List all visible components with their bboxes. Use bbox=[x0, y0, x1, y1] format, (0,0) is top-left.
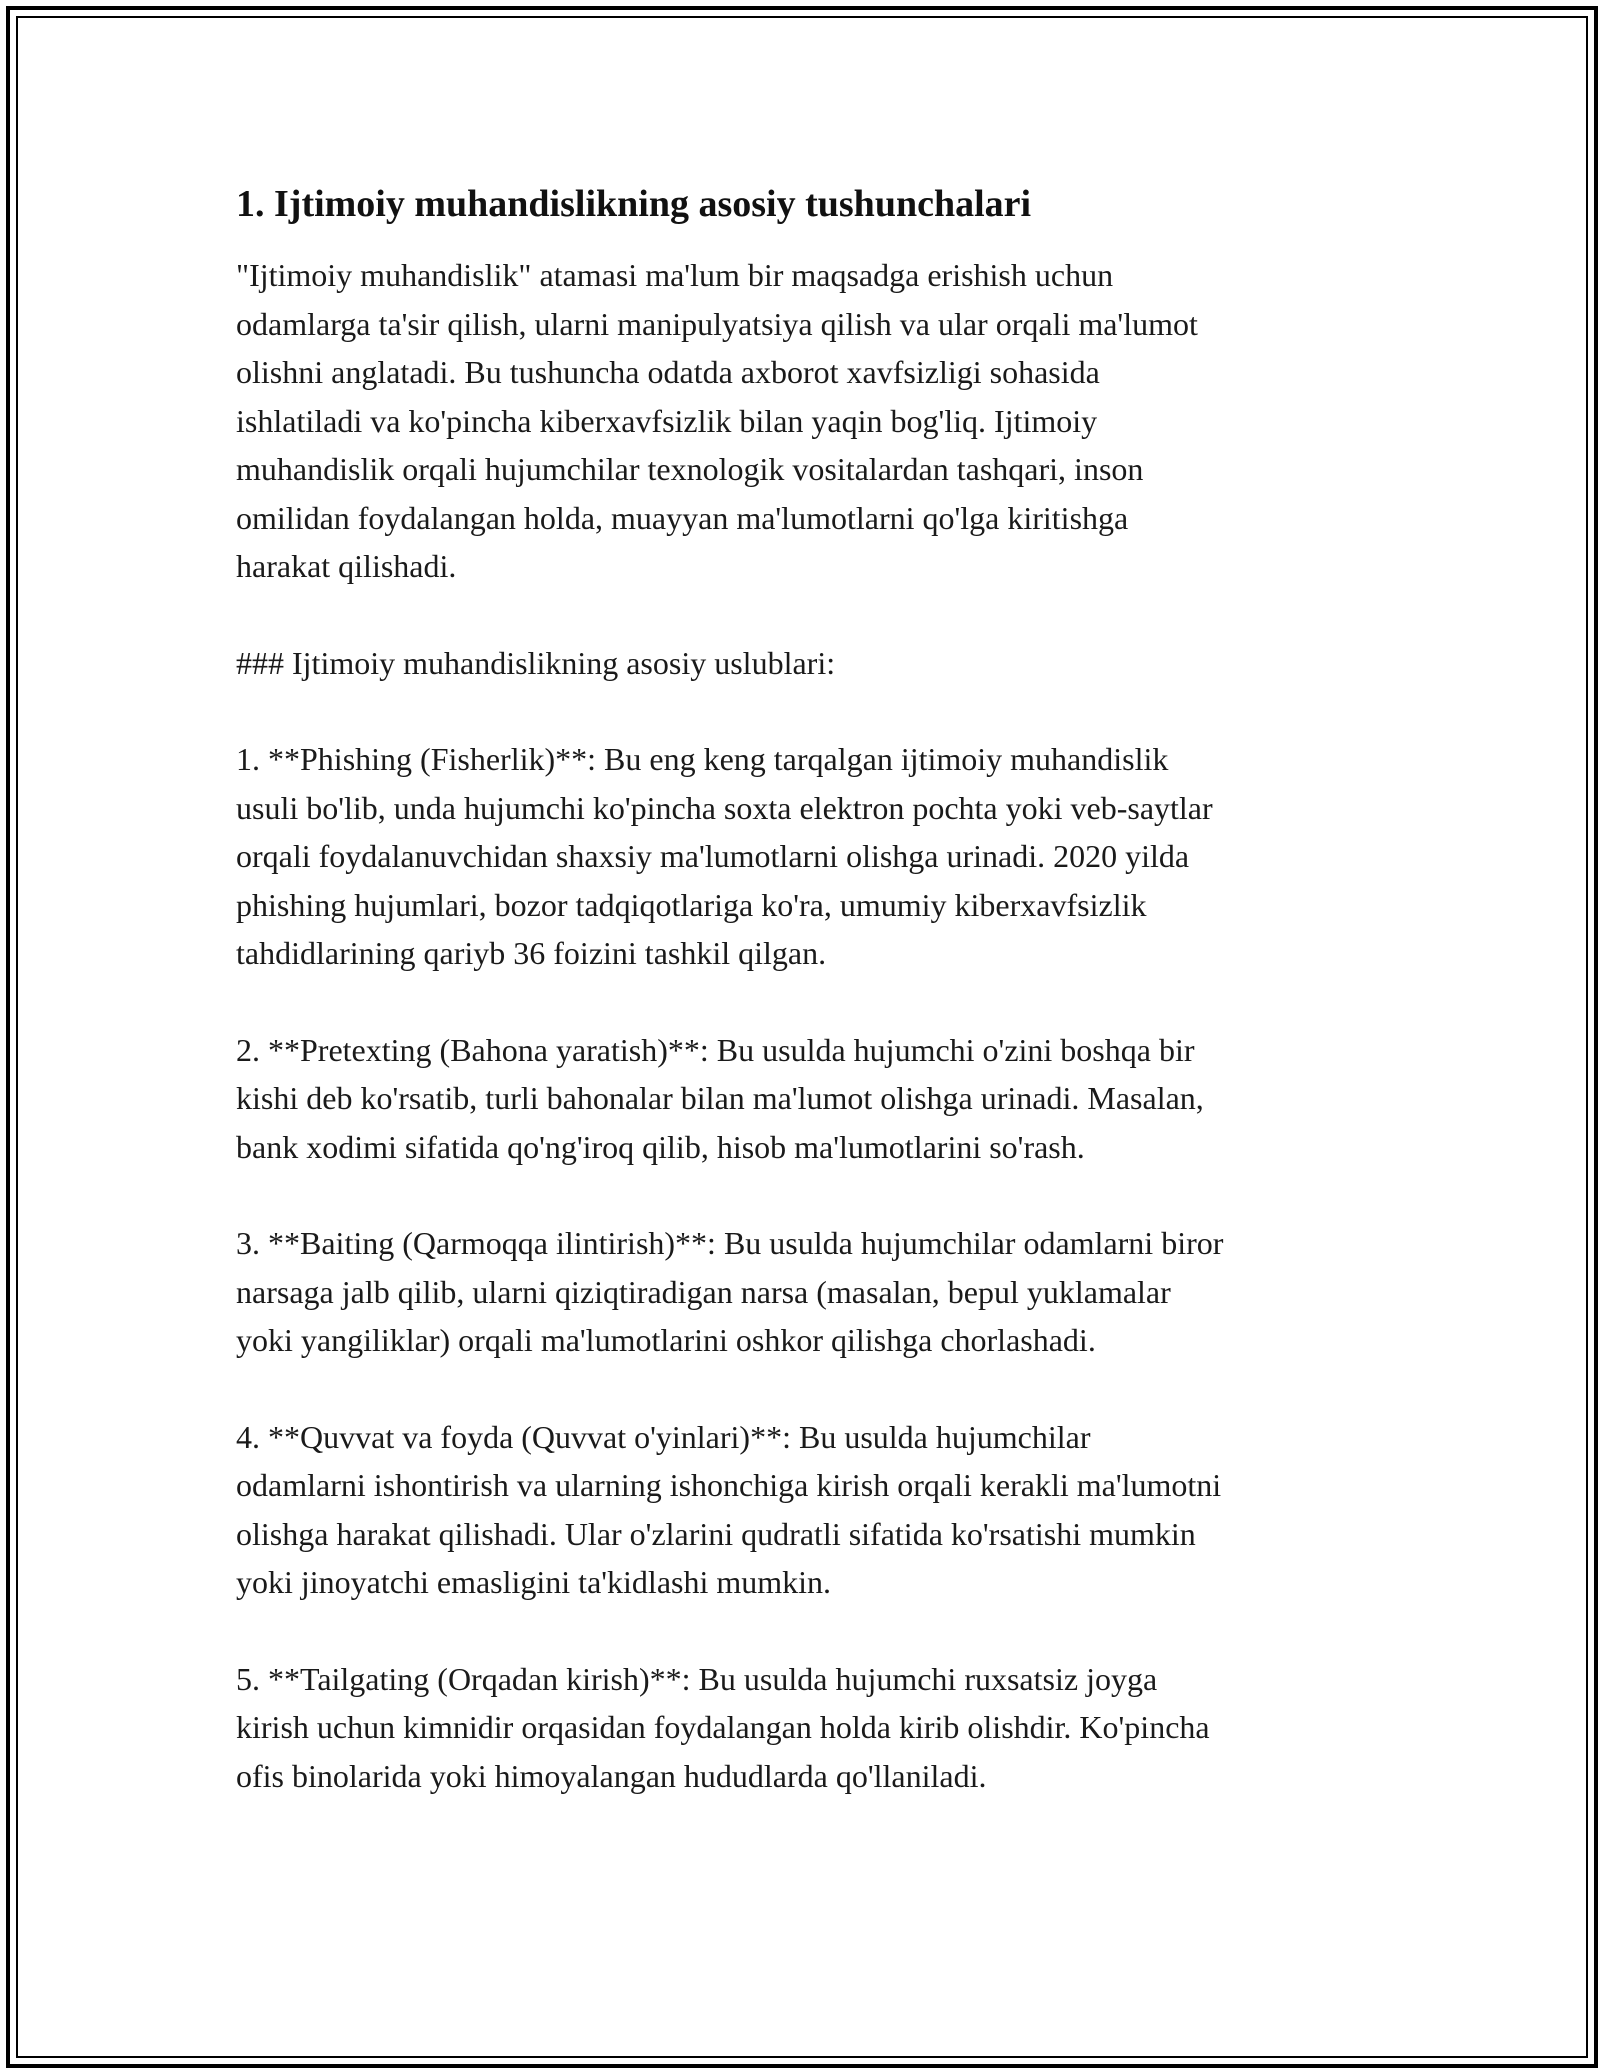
list-item-quvvat: 4. **Quvvat va foyda (Quvvat o'yinlari)**: Bu usulda hujumchilar odamlarni ishontirish va ularning ishonchiga kirish orqali kerakli ma'lumotni olishga harakat qilishadi. Ular o'zlarini qudratli sifatida ko'rsatishi mumkin yoki jinoyatchi emasligini ta'kidlashi mumkin. bbox=[236, 1418, 1222, 1601]
list-item-pretexting: 2. **Pretexting (Bahona yaratish)**: Bu usulda hujumchi o'zini boshqa bir kishi deb ko'rsatib, turli bahonalar bilan ma'lumot olishga urinadi. Masalan, bank xodimi sifatida qo'ng'iroq qilib, hisob ma'lumotlarini so'rash. bbox=[236, 1031, 1204, 1165]
document-body bbox=[236, 180, 1376, 1848]
list-item-phishing: 1. **Phishing (Fisherlik)**: Bu eng keng tarqalgan ijtimoiy muhandislik usuli bo'lib, unda hujumchi ko'pincha soxta elektron pochta yoki veb-saytlar orqali foydalanuvchidan shaxsiy ma'lumotlarni olishga urinadi. 2020 yilda phishing hujumlari, bozor tadqiqotlariga ko'ra, umumiy kiberxavfsizlik tahdidlarining qariyb 36 foizini tashkil qilgan. bbox=[236, 741, 1213, 972]
list-item-tailgating: 5. **Tailgating (Orqadan kirish)**: Bu usulda hujumchi ruxsatsiz joyga kirish uchun kimnidir orqasidan foydalangan holda kirib olishdir. Ko'pincha ofis binolarida yoki himoyalangan hududlarda qo'llaniladi. bbox=[236, 1660, 1210, 1794]
list-item-baiting: 3. **Baiting (Qarmoqqa ilintirish)**: Bu usulda hujumchilar odamlarni biror narsaga jalb qilib, ularni qiziqtiradigan narsa (masalan, bepul yuklamalar yoki yangiliklar) orqali ma'lumotlarini oshkor qilishga chorlashadi. bbox=[236, 1225, 1224, 1359]
section-heading: ### Ijtimoiy muhandislikning asosiy uslublari: bbox=[236, 644, 836, 681]
intro-paragraph: "Ijtimoiy muhandislik" atamasi ma'lum bir maqsadga erishish uchun odamlarga ta'sir qilish, ularni manipulyatsiya qilish va ular orqali ma'lumot olishni anglatadi. Bu tushuncha odatda axborot xavfsizligi sohasida ishlatiladi va ko'pincha kiberxavfsizlik bilan yaqin bog'liq. Ijtimoiy muhandislik orqali hujumchilar texnologik vositalardan tashqari, inson omilidan foydalangan holda, muayyan ma'lumotlarni qo'lga kiritishga harakat qilishadi. bbox=[236, 257, 1198, 585]
page-title: 1. Ijtimoiy muhandislikning asosiy tushunchalari bbox=[236, 183, 1032, 225]
